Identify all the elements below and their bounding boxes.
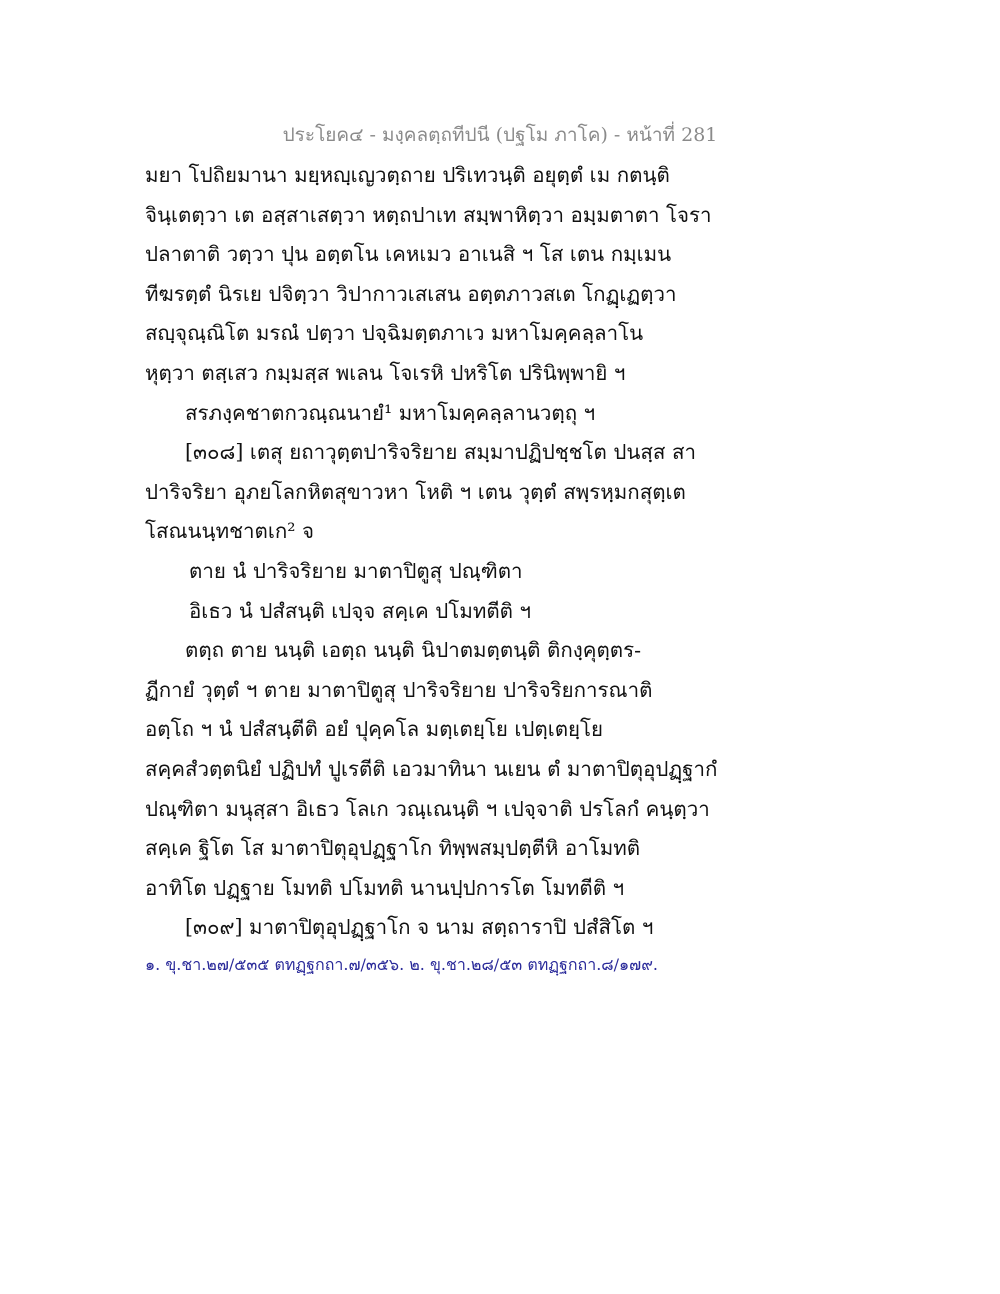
text-line: ปลาตาติ วตฺวา ปุน อตฺตโน เคหเมว อาเนสิ ฯ โส เตน กมฺเมน xyxy=(145,242,672,267)
text-line: สญฺจุณฺณิโต มรณํ ปตฺวา ปจฺฉิมตฺตภาเว มหาโมคฺคลฺลาโน xyxy=(145,321,644,346)
text-line: ทีฆรตฺตํ นิรเย ปจิตฺวา วิปากาวเสเสน อตฺตภาวสเต โกฏฺเฏตฺวา xyxy=(145,281,677,306)
text-line: สคฺเค ฐิโต โส มาตาปิตุอุปฏฺฐาโก ทิพฺพสมฺปตฺตีหิ อาโมทติ xyxy=(145,836,641,861)
text-line: มยา โปถิยมานา มยฺหญฺเญวตฺถาย ปริเทวนฺติ อยุตฺตํ เม กตนฺติ xyxy=(145,163,670,187)
text-line: ปาริจริยา อุภยโลกหิตสุขาวหา โหติ ฯ เตน วุตฺตํ สพฺรหฺมกสุตฺเต xyxy=(145,479,686,504)
verse-line: อิเธว นํ ปสํสนฺติ เปจฺจ สคฺเค ปโมทตีติ ฯ xyxy=(189,598,531,623)
page-header-text: ประโยค๔ - มงฺคลตฺถทีปนี (ปฐโม ภาโค) - หน้าที่ 281 xyxy=(282,124,718,146)
text-line: ฏีกายํ วุตฺตํ ฯ ตาย มาตาปิตูสุ ปาริจริยาย ปาริจริยการณาติ xyxy=(145,677,653,702)
section-start-line: [๓๐๙] มาตาปิตุอุปฏฺฐาโก จ นาม สตฺถาราปิ ปสํสิโต ฯ xyxy=(185,915,654,940)
text-line: อาทิโต ปฏฺฐาย โมทติ ปโมทติ นานปฺปการโต โมทตีติ ฯ xyxy=(145,875,625,900)
text-line: ตตฺถ ตาย นนฺติ เอตฺถ นนฺติ นิปาตมตฺตนฺติ ติกงฺคุตฺตร- xyxy=(185,638,642,663)
story-caption: สรภงฺคชาตกวณฺณนายํ¹ มหาโมคฺคลฺลานวตฺถุ ฯ xyxy=(185,400,596,425)
verse-line: ตาย นํ ปาริจริยาย มาตาปิตูสุ ปณฺฑิตา xyxy=(189,558,523,583)
text-line: โสณนนฺทชาตเก² จ xyxy=(145,519,314,544)
text-line: อตฺโถ ฯ นํ ปสํสนฺตีติ อยํ ปุคฺคโล มตฺเตยฺโย เปตฺเตยฺโย xyxy=(145,717,604,742)
section-start-line: [๓๐๘] เตสุ ยถาวุตฺตปาริจริยาย สมฺมาปฏิปชฺชโต ปนสฺส สา xyxy=(185,440,696,465)
text-line: ปณฺฑิตา มนุสฺสา อิเธว โลเก วณฺเณนฺติ ฯ เปจฺจาติ ปรโลกํ คนฺตฺวา xyxy=(145,796,710,821)
page-header xyxy=(0,120,1000,150)
text-line: สคฺคสํวตฺตนิยํ ปฏิปทํ ปูเรตีติ เอวมาทินา นเยน ตํ มาตาปิตุอุปฏฺฐากํ xyxy=(145,756,718,781)
text-line: หุตฺวา ตสฺเสว กมฺมสฺส พเลน โจเรหิ ปหริโต ปรินิพฺพายิ ฯ xyxy=(145,360,626,385)
body-text xyxy=(145,156,718,948)
footnote: ๑. ขุ.ชา.๒๗/๕๓๕ ตทฏฺฐกถา.๗/๓๕๖. ๒. ขุ.ชา.๒๘/๕๓ ตทฏฺฐกถา.๘/๑๗๙. xyxy=(145,955,659,974)
text-line: จินฺเตตฺวา เต อสฺสาเสตฺวา หตฺถปาเท สมฺพาหิตฺวา อมฺมตาตา โจรา xyxy=(145,202,712,227)
